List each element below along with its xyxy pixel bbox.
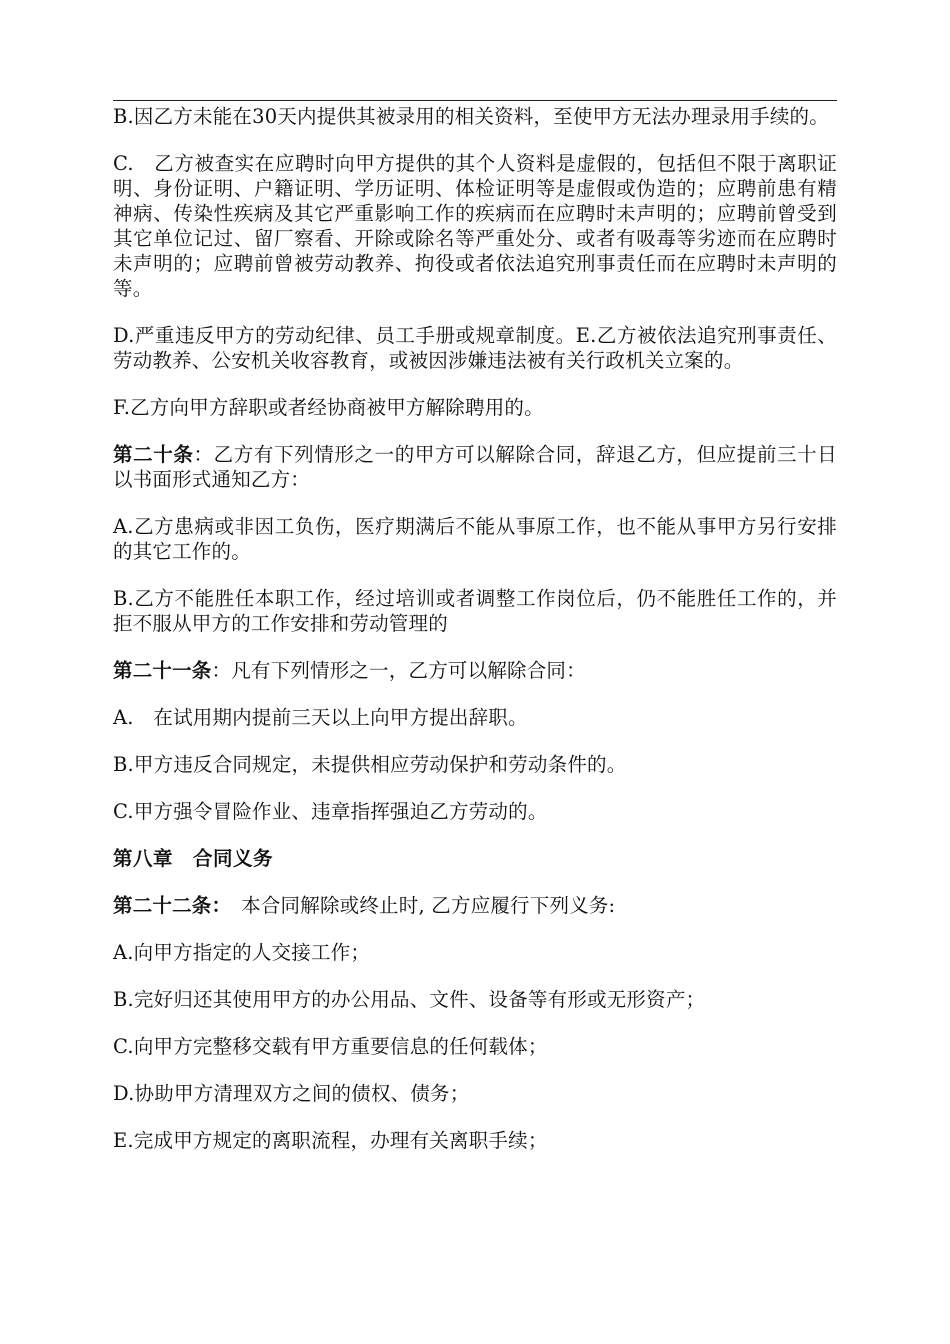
clause-f-resignation: F.乙方向甲方辞职或者经协商被甲方解除聘用的。 <box>113 396 544 419</box>
article-21-clause-c: C.甲方强令冒险作业、违章指挥强迫乙方劳动的。 <box>113 800 548 823</box>
chapter-8-heading: 第八章 合同义务 <box>113 847 274 870</box>
header-rule <box>113 100 837 101</box>
article-21-clause-b: B.甲方违反合同规定，未提供相应劳动保护和劳动条件的。 <box>113 753 627 776</box>
article-20-clause-a: A.乙方患病或非因工负伤，医疗期满后不能从事原工作，也不能从事甲方另行安排的其它工作的。 <box>113 515 837 563</box>
article-22-clause-e: E.完成甲方规定的离职流程，办理有关离职手续； <box>113 1129 548 1152</box>
document-body <box>113 104 837 1153</box>
article-20-clause-b: B.乙方不能胜任本职工作，经过培训或者调整工作岗位后，仍不能胜任工作的，并拒不服从甲方的工作安排和劳动管理的 <box>113 587 837 635</box>
article-20-heading: 第二十条 <box>113 443 194 466</box>
article-22 <box>113 893 837 918</box>
article-22-clause-d: D.协助甲方清理双方之间的债权、债务； <box>113 1082 470 1105</box>
article-21 <box>113 658 837 683</box>
article-22-clause-a: A.向甲方指定的人交接工作； <box>113 941 371 964</box>
article-20 <box>113 442 837 492</box>
article-22-heading: 第二十二条： <box>113 894 222 917</box>
clause-b-missing-documents: B.因乙方未能在30天内提供其被录用的相关资料，至使甲方无法办理录用手续的。 <box>113 105 829 128</box>
article-21-heading: 第二十一条 <box>113 659 212 682</box>
article-21-clause-a: A. 在试用期内提前三天以上向甲方提出辞职。 <box>113 706 528 729</box>
article-22-clause-b: B.完好归还其使用甲方的办公用品、文件、设备等有形或无形资产； <box>113 988 706 1011</box>
article-20-text: ：乙方有下列情形之一的甲方可以解除合同，辞退乙方，但应提前三十日以书面形式通知乙方： <box>113 443 837 491</box>
article-22-text: 本合同解除或终止时, 乙方应履行下列义务: <box>221 894 616 917</box>
article-21-text: ：凡有下列情形之一，乙方可以解除合同： <box>211 659 586 682</box>
article-22-clause-c: C.向甲方完整移交载有甲方重要信息的任何载体； <box>113 1035 548 1058</box>
clause-d-e-violations: D.严重违反甲方的劳动纪律、员工手册或规章制度。E.乙方被依法追究刑事责任、劳动教养、公安机关收容教育，或被因涉嫌违法被有关行政机关立案的。 <box>113 324 837 372</box>
clause-c-false-information: C. 乙方被查实在应聘时向甲方提供的其个人资料是虚假的，包括但不限于离职证明、身份证明、户籍证明、学历证明、体检证明等是虚假或伪造的；应聘前患有精神病、传染性疾病及其它严重影响工作的疾病而在应聘时未声明的；应聘前曾受到其它单位记过、留厂察看、开除或除名等严重处分、或者有吸毒等劣迹而在应聘时未声明的；应聘前曾被劳动教养、拘役或者依法追究刑事责任而在应聘时未声明的等。 <box>113 152 837 300</box>
